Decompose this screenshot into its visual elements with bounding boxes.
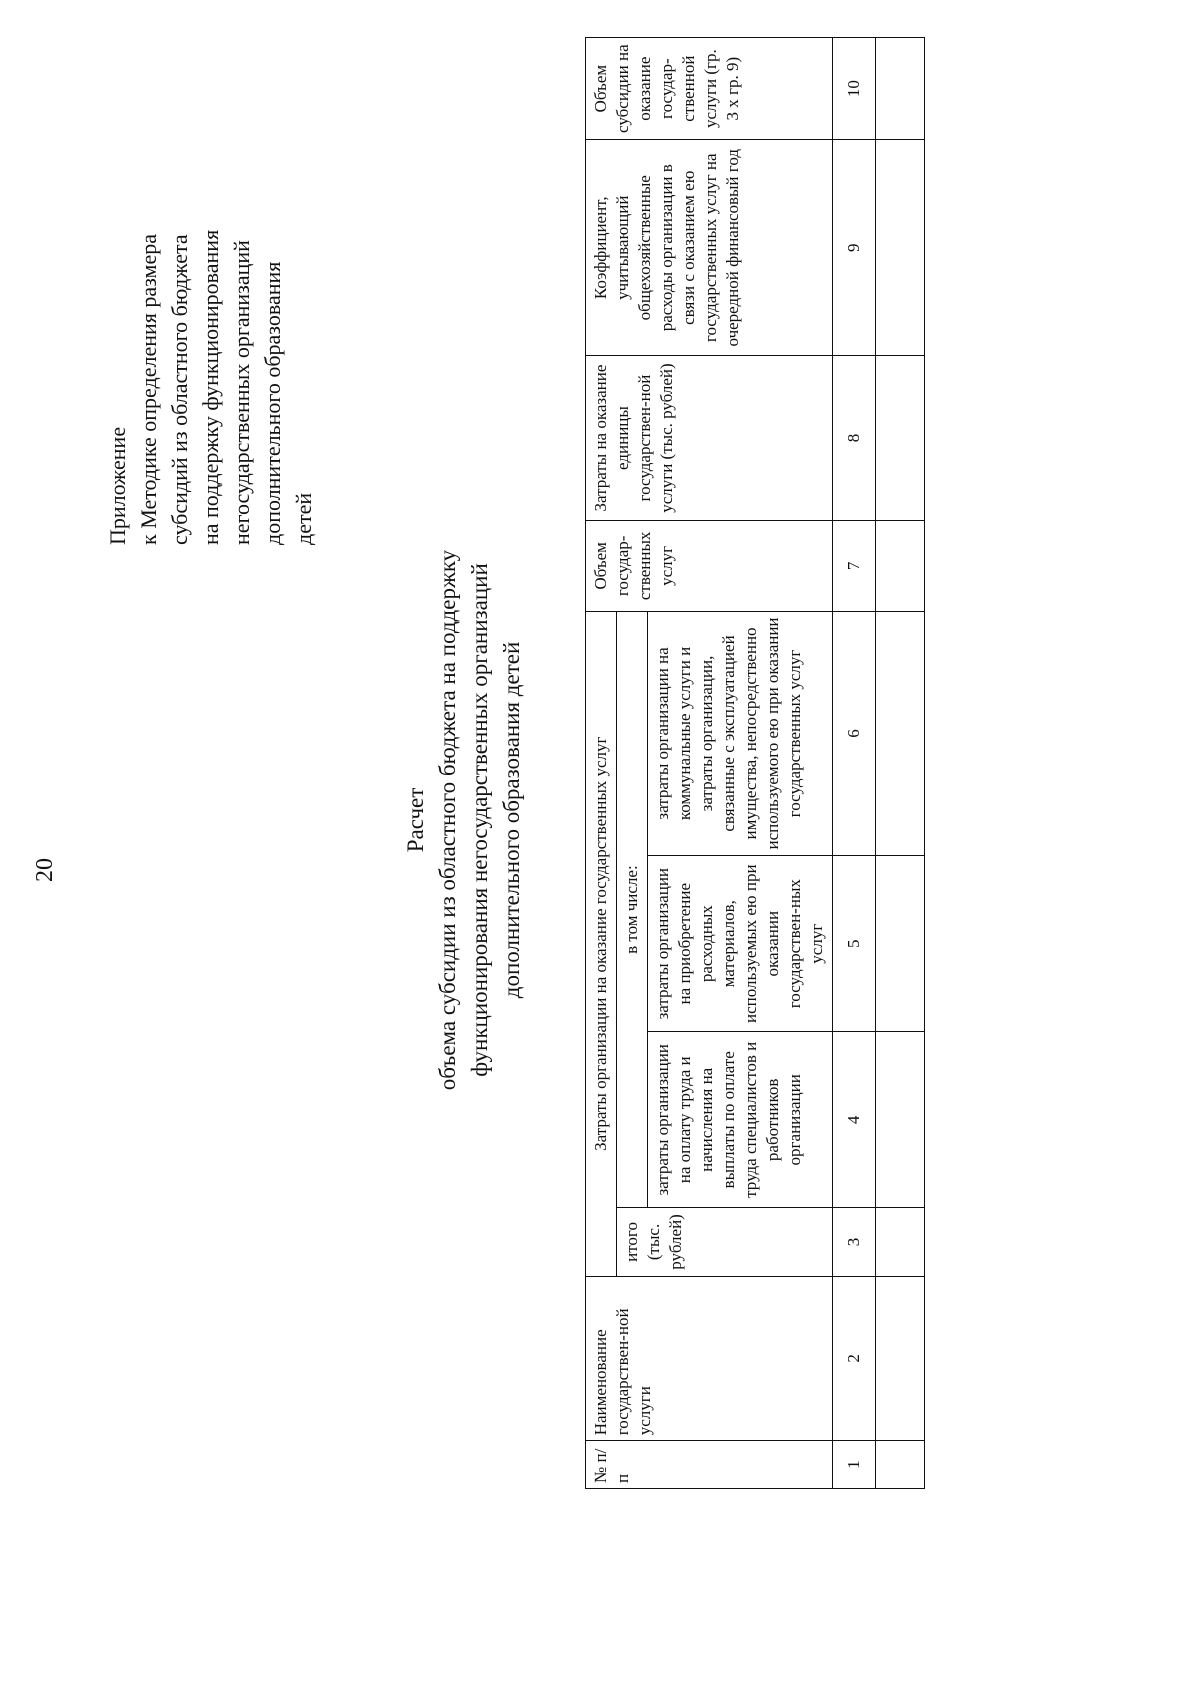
header-unit-cost: Затраты на оказание единицы государствен-ной услуги (тыс. рублей) — [586, 356, 833, 521]
column-number: 3 — [833, 1208, 876, 1276]
header-service-name: Наименование государствен-ной услуги — [586, 1276, 833, 1441]
calculation-table — [585, 37, 925, 1489]
column-number: 1 — [833, 1441, 876, 1489]
header-materials: затраты организации на приобретение расходных материалов, используемых ею при оказании государствен-ных услуг — [648, 856, 833, 1032]
appendix-note — [102, 105, 319, 545]
cell-coefficient — [876, 140, 925, 356]
title-line: дополнительного образования детей — [499, 641, 524, 999]
column-number: 8 — [833, 356, 876, 521]
cell-subsidy — [876, 38, 925, 140]
cell-total — [876, 1208, 925, 1276]
header-costs-group: Затраты организации на оказание государственных услуг — [586, 611, 617, 1276]
column-number: 7 — [833, 520, 876, 611]
column-number: 4 — [833, 1032, 876, 1208]
cell-utilities — [876, 611, 925, 855]
table-row — [876, 38, 925, 1489]
title-line: функционирования негосударственных организаций — [467, 563, 492, 1077]
header-subsidy: Объем субсидии на оказание государ-ственной услуги (гр. 3 х гр. 9) — [586, 38, 833, 140]
appendix-line: детей — [291, 492, 316, 545]
header-total: итого (тыс. рублей) — [617, 1208, 833, 1276]
column-number: 10 — [833, 38, 876, 140]
column-number: 5 — [833, 856, 876, 1032]
appendix-line: субсидий из областного бюджета — [167, 234, 192, 545]
document-title — [400, 455, 528, 1185]
header-volume: Объем государ-ственных услуг — [586, 520, 833, 611]
column-number: 2 — [833, 1276, 876, 1441]
header-utilities: затраты организации на коммунальные услуги и затраты организации, связанные с эксплуатацией имущества, непосредственно используемого ею при оказании государственных услуг — [648, 611, 833, 855]
header-including: в том числе: — [617, 611, 648, 1208]
cell-unit-cost — [876, 356, 925, 521]
appendix-line: к Методике определения размера — [136, 234, 161, 545]
cell-num — [876, 1441, 925, 1489]
column-number: 6 — [833, 611, 876, 855]
title-line: объема субсидии из областного бюджета на поддержку — [435, 549, 460, 1091]
cell-wages — [876, 1032, 925, 1208]
column-number: 9 — [833, 140, 876, 356]
page-number: 20 — [32, 858, 58, 882]
cell-service-name — [876, 1276, 925, 1441]
appendix-line: Приложение — [105, 426, 130, 545]
appendix-line: негосударственных организаций — [229, 240, 254, 545]
title-line: Расчет — [403, 787, 428, 853]
header-coefficient: Коэффициент, учитывающий общехозяйственные расходы организации в связи с оказанием ею государственных услуг на очередной финансовый год — [586, 140, 833, 356]
appendix-line: дополнительного образования — [260, 261, 285, 545]
cell-materials — [876, 856, 925, 1032]
appendix-line: на поддержку функционирования — [198, 229, 223, 545]
cell-volume — [876, 520, 925, 611]
column-number-row — [833, 38, 876, 1489]
header-num: № п/п — [586, 1441, 833, 1489]
header-wages: затраты организации на оплату труда и начисления на выплаты по оплате труда специалистов и работников организации — [648, 1032, 833, 1208]
